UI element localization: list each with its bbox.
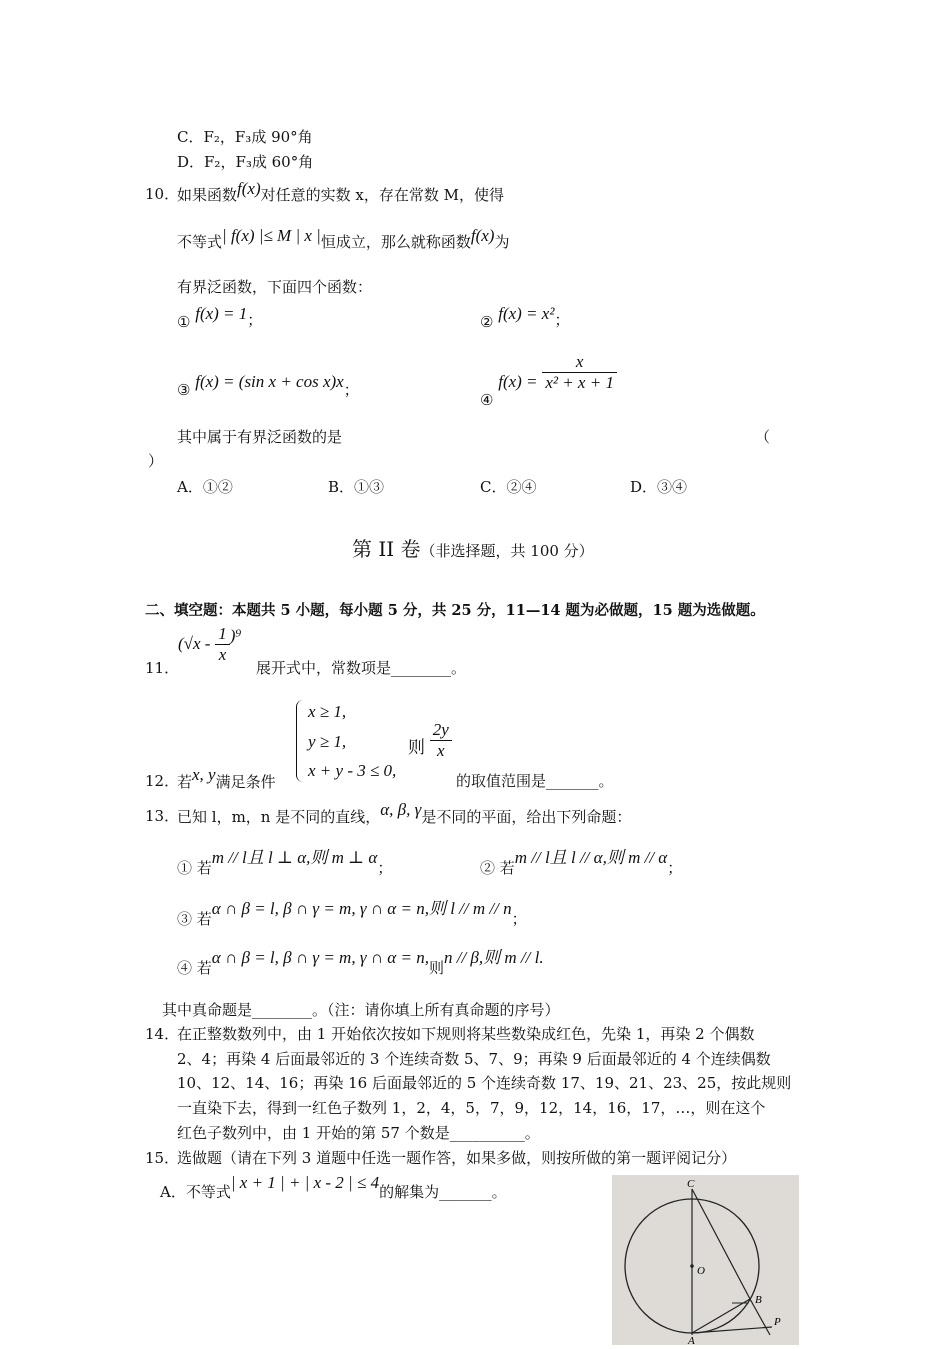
q15-number: 15． <box>145 1149 180 1167</box>
q13-prop-3: ③ 若α ∩ β = l, β ∩ γ = m, γ ∩ α = n,则 l // m // n； <box>177 899 527 928</box>
q12-tail: 的取值范围是_______。 <box>456 772 614 790</box>
q10-option-c: C．②④ <box>480 478 537 496</box>
q10-paren-close: ） <box>148 452 164 470</box>
tangent-ap <box>692 1327 772 1333</box>
q10-func-2: ② f(x) = x²； <box>480 304 570 331</box>
q11-text: 展开式中，常数项是________。 <box>256 659 467 677</box>
q11-number: 11． <box>145 659 180 677</box>
q10-option-d: D．③④ <box>630 478 688 496</box>
q14-line-3: 10、12、14、16；再染 16 后面最邻近的 5 个连续奇数 17、19、21、23、25，按此规则 <box>177 1074 792 1092</box>
q10-func-1: ① f(x) = 1； <box>177 304 263 331</box>
q13-prop-1: ① 若m // l且 l ⊥ α,则 m ⊥ α； <box>177 848 393 877</box>
q10-func-3: ③ f(x) = (sin x + cos x)x； <box>177 372 359 399</box>
label-b: B <box>755 1294 762 1306</box>
q9-option-c: C．F₂，F₃成 90°角 <box>177 128 313 146</box>
label-o: O <box>697 1265 705 1277</box>
q13-true-ask: 其中真命题是________。（注：请你填上所有真命题的序号） <box>162 1001 560 1019</box>
q13-prop-4: ④ 若α ∩ β = l, β ∩ γ = m, γ ∩ α = n,则n // β,则 m // l. <box>177 948 544 977</box>
q10-stem-line3: 有界泛函数，下面四个函数： <box>177 278 373 296</box>
q14-line-2: 2、4；再染 4 后面最邻近的 3 个连续奇数 5、7、9；再染 9 后面最邻近的 4 个连续偶数 <box>177 1050 771 1068</box>
q10-number: 10． <box>145 185 180 203</box>
q10-question: 其中属于有界泛函数的是 <box>177 428 343 446</box>
center-dot <box>690 1264 694 1268</box>
q10-stem-line2: 不等式| f(x) |≤ M | x |恒成立，那么就称函数f(x)为 <box>177 226 510 251</box>
label-p: P <box>774 1316 781 1328</box>
q13-stem: 已知 l，m，n 是不同的直线，α, β, γ是不同的平面，给出下列命题： <box>177 800 632 826</box>
label-a: A <box>688 1335 695 1345</box>
q15-a: A．不等式| x + 1 | + | x - 2 | ≤ 4的解集为_______。 <box>160 1173 507 1201</box>
q12-lead: 若x, y满足条件 <box>177 765 276 791</box>
q12-then-fraction: 则 $\frac{2y}{x}$ <box>408 720 452 762</box>
q12-cond-2: y ≥ 1, <box>308 732 347 751</box>
q10-paren-open: （ <box>755 428 771 446</box>
q12-system-brace <box>296 700 303 782</box>
q10-func-4: ④ f(x) = $\frac{x}{\text{x² + x + 1}}$ <box>480 350 617 392</box>
q14-line-1: 在正整数数列中，由 1 开始依次按如下规则将某些数染成红色，先染 1，再染 2 个偶数 <box>177 1025 755 1043</box>
q14-line-4: 一直染下去，得到一红色子数列 1，2，4，5，7，9，12，14，16，17，…，则在这个 <box>177 1099 766 1117</box>
part2-title: 第 II 卷（非选择题，共 100 分） <box>352 537 594 561</box>
q9-option-d: D．F₂，F₃成 60°角 <box>177 153 314 171</box>
q12-cond-3: x + y - 3 ≤ 0, <box>308 761 397 780</box>
q12-number: 12． <box>145 772 180 790</box>
q15-text: 选做题（请在下列 3 道题中任选一题作答，如果多做，则按所做的第一题评阅记分） <box>177 1149 737 1167</box>
chord-ab <box>692 1299 750 1333</box>
q13-number: 13． <box>145 807 180 825</box>
label-c: C <box>687 1178 695 1190</box>
figure-svg <box>612 1175 799 1345</box>
q14-number: 14． <box>145 1025 180 1043</box>
q13-prop-2: ② 若m // l且 l // α,则 m // α； <box>480 848 683 877</box>
q14-line-5: 红色子数列中，由 1 开始的第 57 个数是__________。 <box>177 1124 540 1142</box>
q10-stem-line1: 如果函数f(x)对任意的实数 x，存在常数 M，使得 <box>177 179 504 204</box>
circle-tangent-figure <box>612 1175 799 1345</box>
q11-expression: (√x - $\frac{1}{x}$ )⁹ <box>178 624 242 665</box>
q10-option-a: A．①② <box>177 478 233 496</box>
q10-option-b: B．①③ <box>328 478 385 496</box>
fill-in-header: 二、填空题：本题共 5 小题，每小题 5 分，共 25 分，11—14 题为必做题，15 题为选做题。 <box>145 602 765 619</box>
q12-cond-1: x ≥ 1, <box>308 702 347 721</box>
